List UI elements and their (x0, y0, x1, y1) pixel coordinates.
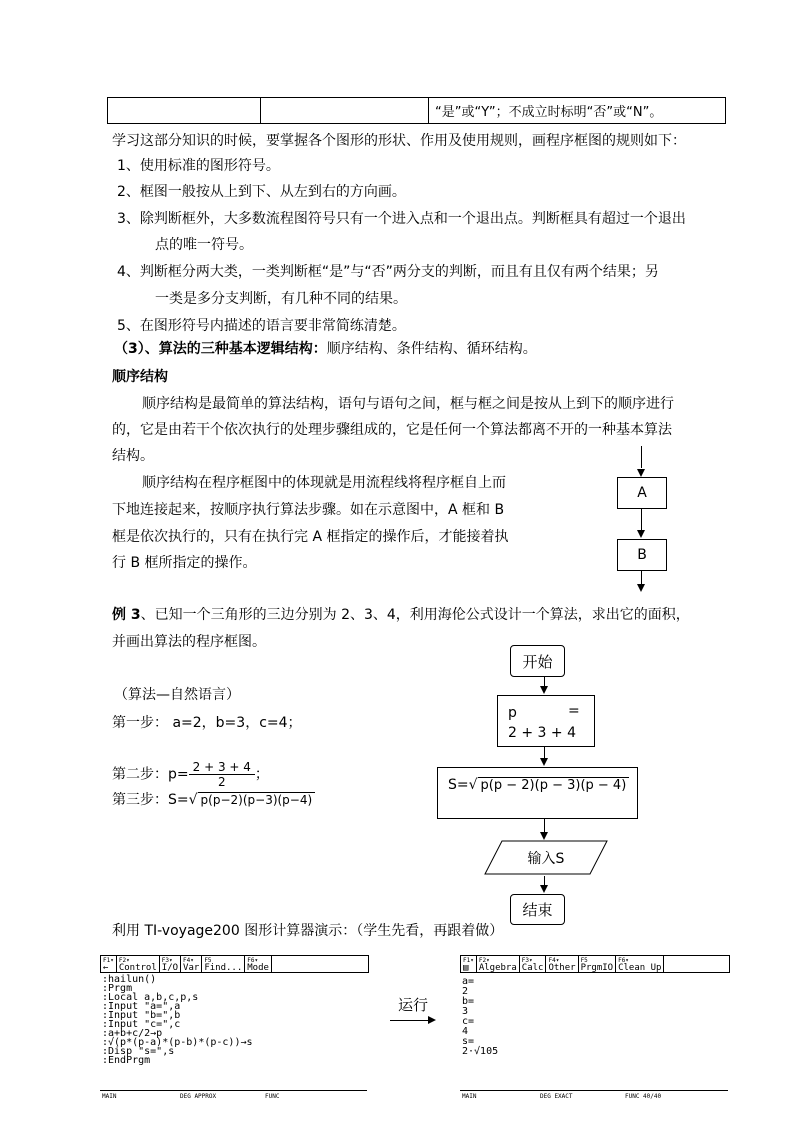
tab-label: Var (183, 963, 200, 973)
algo-step-2-suffix: ； (254, 766, 269, 783)
seq-para2-line2: 下地连接起来，按顺序执行算法步骤。如在示意图中，A 框和 B (112, 502, 505, 518)
tab-fkey: F1▾ (103, 957, 114, 964)
seq-para2-line1: 顺序结构在程序框图中的体现就是用流程线将程序框自上而 (142, 475, 506, 491)
example-line-1 (112, 606, 690, 624)
calc-left-status-2: DEG APPROX (180, 1093, 217, 1100)
algo-step-2 (112, 760, 269, 789)
table-cell-2 (261, 98, 429, 124)
example-label: 例 3 (112, 607, 141, 623)
tab-label: ▤ (463, 963, 469, 973)
seq-para1-line1: 顺序结构是最简单的算法结构，语句与语句之间，框与框之间是按从上到下的顺序进行 (142, 396, 674, 412)
calc-right-status-1: MAIN (462, 1093, 477, 1100)
seq-flow-line-2 (641, 508, 642, 530)
calc-intro: 利用 TI-voyage200 图形计算器演示：（学生先看，再跟着做） (112, 923, 504, 939)
calc-right-screen (460, 955, 732, 1100)
calc-left-tab-3[interactable] (160, 956, 181, 972)
tab-label: Algebra (478, 963, 517, 973)
tab-label: Clean Up (618, 963, 662, 973)
algo-step-1: 第一步： a=2，b=3，c=4； (112, 715, 302, 731)
calc-left-status-3: FUNC (265, 1093, 280, 1100)
seq-title: 顺序结构 (112, 369, 168, 385)
rule-3: 3、除判断框外，大多数流程图符号只有一个进入点和一个退出点。判断框具有超过一个退出 (117, 211, 686, 227)
algo-heading: （算法—自然语言） (114, 687, 240, 703)
seq-para1-line3: 结构。 (112, 448, 154, 464)
flow-arrow-1 (540, 686, 548, 694)
sqrt-radicand: p(p−2)(p−3)(p−4) (198, 792, 316, 807)
tab-label: ← (103, 963, 109, 973)
calc-left-toolbar (100, 955, 369, 973)
seq-box-b (617, 539, 667, 571)
tab-label: Calc (521, 963, 544, 973)
fraction-denominator: 2 (217, 775, 226, 789)
seq-arrow-1 (637, 469, 645, 477)
seq-flow-line-3 (641, 570, 642, 584)
rule-5: 5、在图形符号内描述的语言要非常简练清楚。 (117, 318, 406, 334)
seq-flow-line-1 (641, 446, 642, 468)
section-3-heading: （3）、算法的三种基本逻辑结构： (114, 341, 327, 357)
flow-s-formula (448, 777, 629, 793)
flow-arrow-4 (540, 885, 548, 893)
calc-left-tab-2[interactable] (117, 956, 160, 972)
tab-fkey: F2▾ (478, 957, 490, 964)
tab-label: I/O (161, 963, 179, 973)
calc-right-status-2: DEG EXACT (540, 1093, 573, 1100)
flow-p-box (497, 695, 595, 747)
flow-arrow-2 (540, 758, 548, 766)
flow-arrow-3 (540, 832, 548, 840)
seq-para2-line3: 框是依次执行的，只有在执行完 A 框指定的操作后，才能接着执 (112, 529, 509, 545)
flow-end (510, 894, 565, 925)
tab-fkey: F5 (204, 957, 212, 964)
calc-left-status-1: MAIN (102, 1093, 117, 1100)
tab-fkey: F2▾ (118, 957, 130, 964)
sqrt-icon: √ (188, 792, 198, 808)
table-cell-1 (108, 98, 261, 124)
run-arrow-shaft (390, 1020, 430, 1021)
seq-para1-line2: 的，它是由若干个依次执行的处理步骤组成的，它是任何一个算法都离不开的一种基本算法 (112, 422, 672, 438)
tab-label: Control (118, 963, 157, 973)
table-cell-3: “是”或“Y”；不成立时标明“否”或“N”。 (429, 98, 726, 124)
flow-p-eq: = (568, 703, 580, 719)
calc-left-code: :hailun() :Prgm :Local a,b,c,p,s :Input "a=",a :Input "b=",b :Input "c=",c :a+b+c/2→p :√(p*(p-a)*(p-b)*(p-c))→s :Disp "s=",s :EndPrgm (102, 974, 253, 1066)
calc-right-tab-4[interactable] (546, 956, 578, 972)
calc-right-status-3: FUNC 40/40 (625, 1093, 662, 1100)
flow-s-radicand: p(p − 2)(p − 3)(p − 4) (478, 777, 630, 793)
intro-text: 学习这部分知识的时候，要掌握各个图形的形状、作用及使用规则，画程序框图的规则如下： (112, 133, 686, 149)
flow-sqrt-icon: √ (468, 777, 478, 793)
run-arrow-icon (428, 1016, 436, 1024)
seq-box-a-label: A (637, 485, 647, 501)
tab-fkey: F4▾ (183, 957, 194, 964)
calc-right-tab-5[interactable] (579, 956, 617, 972)
seq-box-a (617, 477, 667, 509)
flow-p-expr: 2 + 3 + 4 (508, 725, 576, 741)
algo-step-2-fraction (189, 760, 255, 789)
rule-1: 1、使用标准的图形符号。 (117, 158, 280, 174)
flow-line-2 (544, 746, 545, 758)
calc-right-toolbar (460, 955, 730, 973)
flow-s-prefix: S= (448, 777, 469, 793)
tab-fkey: F6▾ (247, 957, 259, 964)
sqrt-expression (189, 791, 316, 809)
tab-fkey: F1▾ (463, 957, 474, 964)
calc-right-output: a= 2 b= 3 c= 4 s= 2·√105 (462, 976, 499, 1057)
algo-step-2-prefix: 第二步：p= (112, 766, 189, 783)
calc-right-tab-6[interactable] (616, 956, 664, 972)
calc-right-tab-2[interactable] (477, 956, 520, 972)
flow-output (484, 840, 608, 875)
tab-label: PrgmIO (580, 963, 614, 973)
tab-fkey: F4▾ (548, 957, 560, 964)
flow-sqrt (469, 777, 630, 793)
calc-left-status-rule (100, 1090, 367, 1091)
fraction-numerator: 2 + 3 + 4 (189, 760, 255, 775)
calc-right-status-rule (460, 1090, 728, 1091)
run-label: 运行 (398, 996, 429, 1014)
seq-arrow-2 (637, 530, 645, 538)
example-line-2: 并画出算法的程序框图。 (112, 634, 266, 650)
calc-left-screen (100, 955, 370, 1100)
tab-label: Mode (247, 963, 269, 973)
section-3 (114, 340, 537, 358)
calc-right-tab-3[interactable] (520, 956, 547, 972)
rule-3-cont: 点的唯一符号。 (155, 237, 253, 253)
calc-right-tab-1[interactable] (461, 956, 477, 972)
flow-start-label: 开始 (522, 652, 553, 671)
tab-fkey: F5 (580, 957, 588, 964)
flow-end-label: 结束 (522, 901, 553, 919)
flow-output-label: 输入S (527, 850, 565, 867)
flow-start (510, 645, 565, 677)
tab-fkey: F3▾ (161, 957, 173, 964)
tab-fkey: F6▾ (618, 957, 629, 964)
calc-left-tab-5[interactable] (202, 956, 245, 972)
seq-arrow-3 (637, 584, 645, 592)
flow-p-label: p (508, 705, 517, 721)
section-3-rest: 顺序结构、条件结构、循环结构。 (326, 341, 537, 357)
algo-step-3-prefix: 第三步：S= (112, 792, 189, 808)
calc-left-tab-1[interactable] (101, 956, 117, 972)
seq-box-b-label: B (637, 547, 647, 563)
top-table (107, 97, 726, 124)
flow-s-box (437, 767, 638, 819)
calc-left-tab-4[interactable] (181, 956, 202, 972)
algo-step-3 (112, 791, 315, 809)
seq-para2-line4: 行 B 框所指定的操作。 (112, 555, 257, 571)
rule-4-cont: 一类是多分支判断，有几种不同的结果。 (155, 291, 407, 307)
rule-4: 4、判断框分两大类，一类判断框“是”与“否”两分支的判断，而且有且仅有两个结果；另 (117, 264, 659, 280)
tab-label: Find... (204, 963, 243, 973)
calc-left-tab-6[interactable] (245, 956, 272, 972)
flow-line-1 (544, 676, 545, 686)
flow-line-3 (544, 818, 545, 832)
rule-2: 2、框图一般按从上到下、从左到右的方向画。 (117, 184, 406, 200)
tab-label: Other (548, 963, 576, 973)
tab-fkey: F3▾ (521, 957, 533, 964)
example-text: 、已知一个三角形的三边分别为 2、3、4，利用海伦公式设计一个算法，求出它的面积， (140, 607, 690, 623)
